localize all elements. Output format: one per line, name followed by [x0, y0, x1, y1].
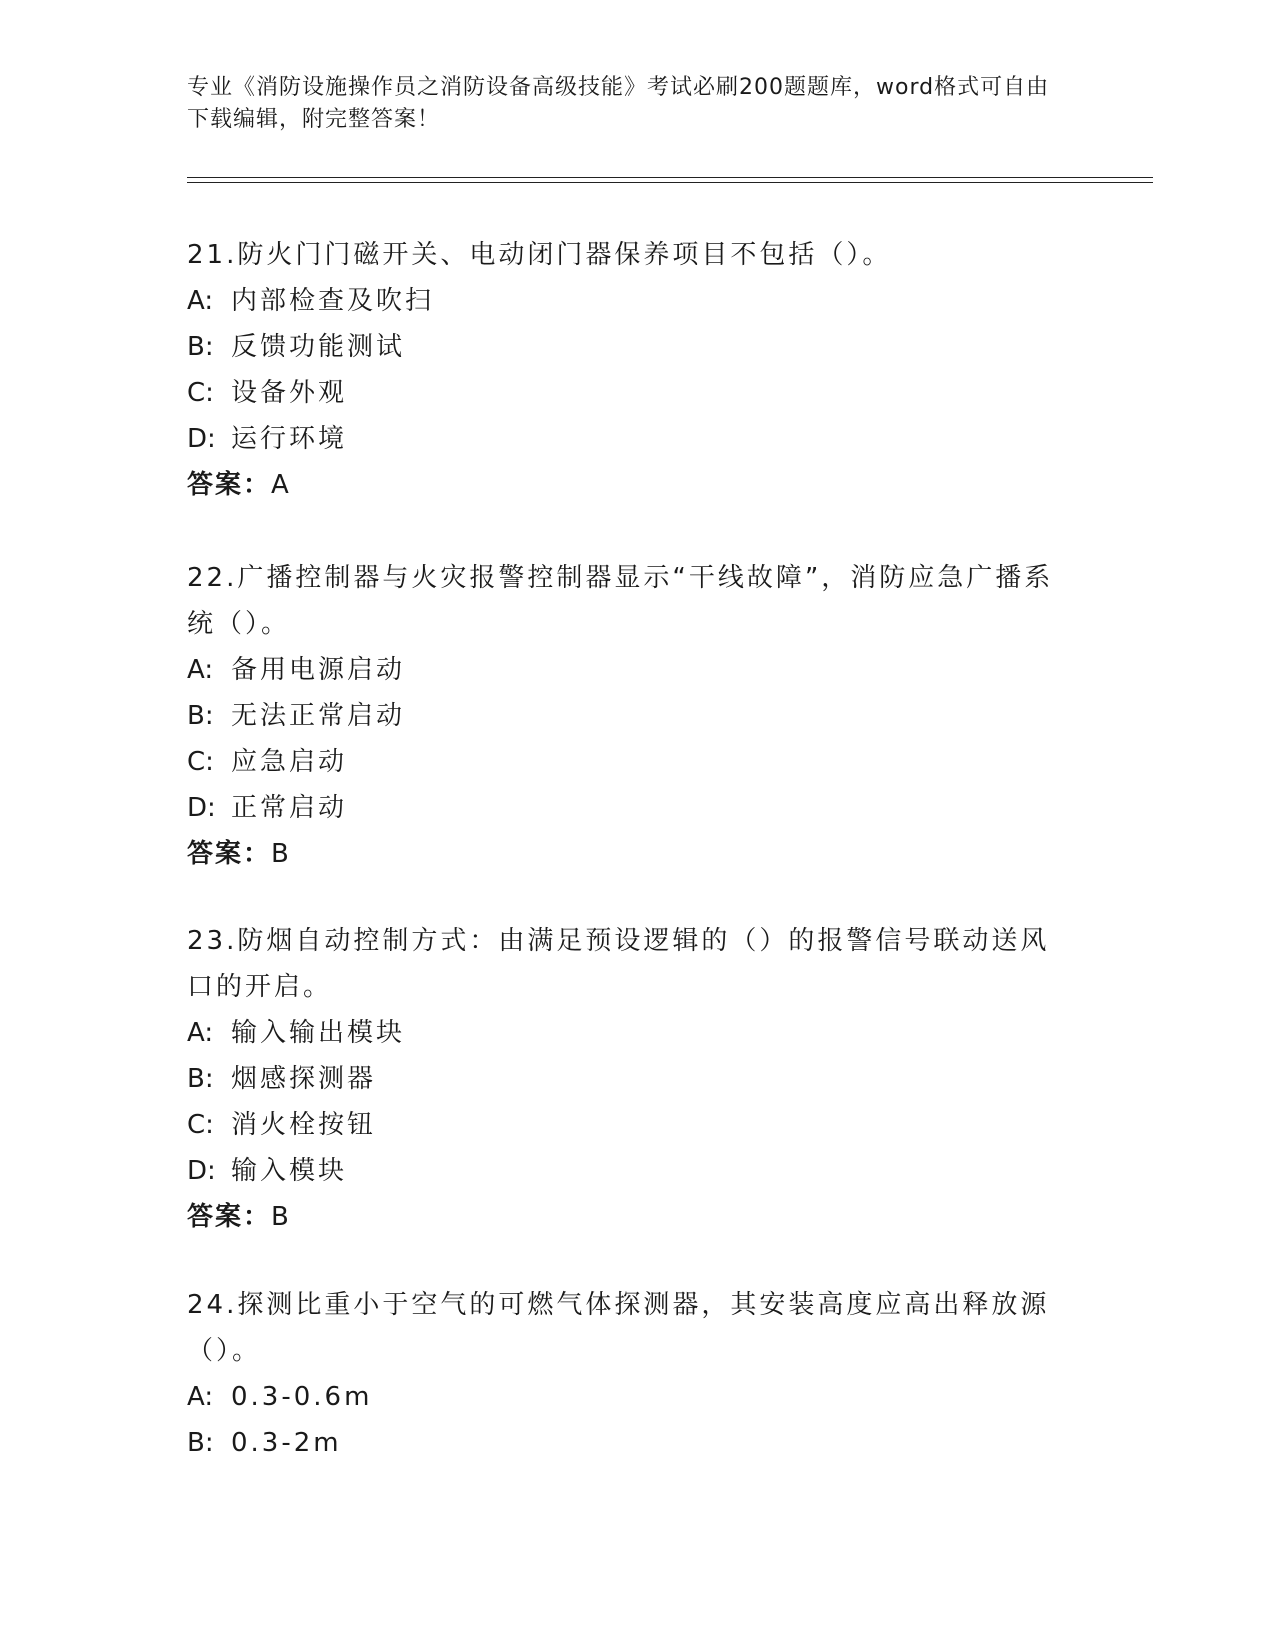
option-label: B: [187, 701, 214, 731]
option-c [187, 370, 1067, 416]
answer-label: 答案： [187, 1202, 272, 1232]
option-label: A: [187, 286, 214, 316]
option-text: 输入输出模块 [231, 1018, 406, 1048]
option-c [187, 739, 1067, 785]
answer-line [187, 831, 1067, 877]
option-b [187, 1420, 1067, 1466]
question-24 [187, 1282, 1067, 1466]
question-stem: 24.探测比重小于空气的可燃气体探测器，其安装高度应高出释放源（）。 [187, 1290, 1050, 1366]
option-text: 设备外观 [231, 378, 348, 408]
option-label: C: [187, 747, 214, 777]
question-stem: 23.防烟自动控制方式：由满足预设逻辑的（）的报警信号联动送风口的开启。 [187, 926, 1050, 1002]
option-b [187, 693, 1067, 739]
header-divider-top [187, 177, 1153, 178]
option-c [187, 1102, 1067, 1148]
question-22 [187, 555, 1067, 877]
answer-value: B [271, 1202, 291, 1232]
option-label: C: [187, 378, 214, 408]
question-stem: 22.广播控制器与火灾报警控制器显示“干线故障”，消防应急广播系统（）。 [187, 563, 1054, 639]
option-text: 烟感探测器 [231, 1064, 377, 1094]
option-text: 应急启动 [231, 747, 348, 777]
option-text: 反馈功能测试 [231, 332, 406, 362]
option-b [187, 324, 1067, 370]
option-text: 运行环境 [231, 424, 348, 454]
option-text: 消火栓按钮 [231, 1110, 377, 1140]
option-label: B: [187, 1064, 214, 1094]
option-d [187, 785, 1067, 831]
answer-line [187, 462, 1067, 508]
option-text: 0.3-2m [231, 1428, 342, 1458]
option-label: B: [187, 1428, 214, 1458]
question-stem: 21.防火门门磁开关、电动闭门器保养项目不包括（）。 [187, 240, 892, 270]
answer-value: A [271, 470, 291, 500]
option-label: A: [187, 655, 214, 685]
option-label: B: [187, 332, 214, 362]
option-text: 正常启动 [231, 793, 348, 823]
option-label: D: [187, 1156, 216, 1186]
answer-value: B [271, 839, 291, 869]
document-header: 专业《消防设施操作员之消防设备高级技能》考试必刷200题题库，word格式可自由下载编辑，附完整答案！ [187, 75, 1050, 132]
answer-label: 答案： [187, 470, 272, 500]
question-21 [187, 232, 1067, 508]
option-a [187, 1374, 1067, 1420]
option-label: C: [187, 1110, 214, 1140]
option-text: 输入模块 [231, 1156, 348, 1186]
option-text: 内部检查及吹扫 [231, 286, 435, 316]
option-label: D: [187, 424, 216, 454]
option-label: D: [187, 793, 216, 823]
option-a [187, 647, 1067, 693]
option-a [187, 278, 1067, 324]
option-d [187, 416, 1067, 462]
option-label: A: [187, 1382, 214, 1412]
option-b [187, 1056, 1067, 1102]
answer-line [187, 1194, 1067, 1240]
option-text: 无法正常启动 [231, 701, 406, 731]
option-a [187, 1010, 1067, 1056]
header-divider-bottom [187, 182, 1153, 183]
answer-label: 答案： [187, 839, 272, 869]
question-23 [187, 918, 1067, 1240]
option-text: 备用电源启动 [231, 655, 406, 685]
option-d [187, 1148, 1067, 1194]
option-label: A: [187, 1018, 214, 1048]
option-text: 0.3-0.6m [231, 1382, 373, 1412]
